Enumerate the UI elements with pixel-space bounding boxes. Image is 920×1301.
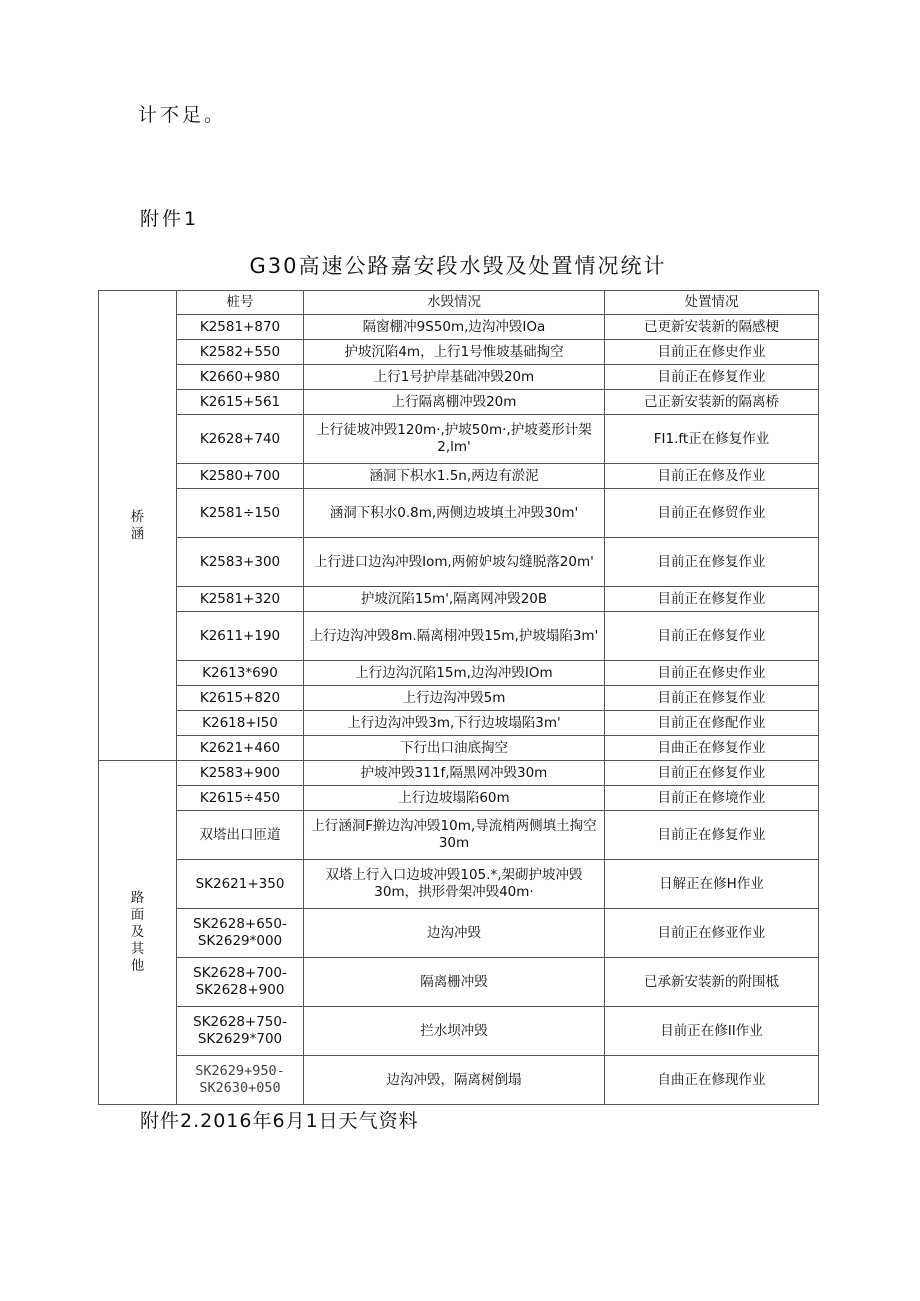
cell-handling: 己正新安装新的隔离桥 bbox=[605, 390, 819, 415]
cell-damage: 涵洞下枳水1.5n,两边有淤泥 bbox=[304, 464, 605, 489]
cell-damage: 护坡沉陷15m',隔离网冲毁20B bbox=[304, 587, 605, 612]
table-row bbox=[99, 736, 819, 761]
cell-handling: 目前正在修复作业 bbox=[605, 587, 819, 612]
cell-stake: K2581÷150 bbox=[177, 489, 304, 538]
cell-damage: 隔窗棚冲9S50m,边沟冲毁IOa bbox=[304, 315, 605, 340]
table-row bbox=[99, 365, 819, 390]
cell-damage: 边沟冲毁，隔离树倒塌 bbox=[304, 1056, 605, 1105]
cell-damage: 上行进口边沟冲毁Iom,两俯妒坡勾缝脱落20m' bbox=[304, 538, 605, 587]
table-row bbox=[99, 538, 819, 587]
cell-stake: 双塔出口匝道 bbox=[177, 811, 304, 860]
table-row bbox=[99, 415, 819, 464]
annex1-label: 附件1 bbox=[140, 208, 200, 230]
flood-damage-table bbox=[98, 290, 819, 1105]
table-row bbox=[99, 1056, 819, 1105]
cell-handling: 目前正在修复作业 bbox=[605, 761, 819, 786]
cell-handling: 已更新安装新的隔感梗 bbox=[605, 315, 819, 340]
header-damage: 水毁情况 bbox=[304, 291, 605, 315]
cell-damage: 隔离栅冲毁 bbox=[304, 958, 605, 1007]
cell-damage: 上行隔离棚冲毁20m bbox=[304, 390, 605, 415]
cell-stake: K2615+561 bbox=[177, 390, 304, 415]
cell-stake: SK2629+950- SK2630+050 bbox=[177, 1056, 304, 1105]
cell-stake: K2621+460 bbox=[177, 736, 304, 761]
table-row bbox=[99, 958, 819, 1007]
cell-handling: 目前正在修史作业 bbox=[605, 340, 819, 365]
cell-stake: SK2628+650- SK2629*000 bbox=[177, 909, 304, 958]
cell-stake: SK2628+700- SK2628+900 bbox=[177, 958, 304, 1007]
cell-stake: K2583+300 bbox=[177, 538, 304, 587]
table-row bbox=[99, 390, 819, 415]
table-row bbox=[99, 340, 819, 365]
cell-stake: K2582+550 bbox=[177, 340, 304, 365]
cell-damage: 拦水坝冲毁 bbox=[304, 1007, 605, 1056]
header-stake: 桩号 bbox=[177, 291, 304, 315]
table-row bbox=[99, 464, 819, 489]
table-row bbox=[99, 1007, 819, 1056]
cell-stake: SK2628+750- SK2629*700 bbox=[177, 1007, 304, 1056]
cell-damage: 上行边沟冲毁3m,下行边坡塌陷3m' bbox=[304, 711, 605, 736]
cell-stake: K2615÷450 bbox=[177, 786, 304, 811]
table-row bbox=[99, 686, 819, 711]
table-title: G30高速公路嘉安段水毁及处置情况统计 bbox=[249, 254, 667, 278]
table-row bbox=[99, 860, 819, 909]
cell-stake: K2581+320 bbox=[177, 587, 304, 612]
table-row bbox=[99, 761, 819, 786]
cell-damage: 涵洞下积水0.8m,两侧边坡填土冲毁30m' bbox=[304, 489, 605, 538]
table-row bbox=[99, 909, 819, 958]
cell-stake: K2615+820 bbox=[177, 686, 304, 711]
table-row bbox=[99, 587, 819, 612]
cell-handling: 目前正在修复作业 bbox=[605, 612, 819, 661]
cell-stake: K2618+I50 bbox=[177, 711, 304, 736]
category-bridge-culvert: 桥 涵 bbox=[99, 291, 177, 761]
cell-handling: 目前正在修贸作业 bbox=[605, 489, 819, 538]
table-row bbox=[99, 786, 819, 811]
cell-stake: K2628+740 bbox=[177, 415, 304, 464]
cell-damage: 上行徒坡冲毁120m·,护坡50m·,护坡菱形计架2,lm' bbox=[304, 415, 605, 464]
table-row bbox=[99, 612, 819, 661]
cell-damage: 上行边沟冲毁8m.隔离栩冲毁15m,护坡塌陷3m' bbox=[304, 612, 605, 661]
category-road-other: 路 面 及 其 他 bbox=[99, 761, 177, 1105]
cell-damage: 下行出口油底掏空 bbox=[304, 736, 605, 761]
cell-damage: 护坡冲毁311f,隔黑网冲毁30m bbox=[304, 761, 605, 786]
cell-stake: K2581+870 bbox=[177, 315, 304, 340]
cell-damage: 上行涵洞F擀边沟冲毁10m,导流梢两侧填土掏空30m bbox=[304, 811, 605, 860]
table-row bbox=[99, 489, 819, 538]
table-row bbox=[99, 315, 819, 340]
cell-handling: 目前正在修复作业 bbox=[605, 365, 819, 390]
cell-handling: 自曲正在修现作业 bbox=[605, 1056, 819, 1105]
cell-damage: 上行1号护岸基础冲毁20m bbox=[304, 365, 605, 390]
cell-damage: 上行边坡塌陷60m bbox=[304, 786, 605, 811]
annex2-label: 附件2.2016年6月1日天气资料 bbox=[140, 1110, 419, 1132]
cell-stake: K2583+900 bbox=[177, 761, 304, 786]
table-row bbox=[99, 711, 819, 736]
cell-damage: 上行边沟沉陷15m,边沟冲毁IOm bbox=[304, 661, 605, 686]
cell-handling: 目前正在修复作业 bbox=[605, 686, 819, 711]
cell-handling: 目前正在修配作业 bbox=[605, 711, 819, 736]
table-row bbox=[99, 661, 819, 686]
cell-stake: K2660+980 bbox=[177, 365, 304, 390]
cell-stake: K2611+190 bbox=[177, 612, 304, 661]
cell-handling: 目前正在修II作业 bbox=[605, 1007, 819, 1056]
cell-handling: 目前正在修复作业 bbox=[605, 538, 819, 587]
cell-handling: 目前正在修亚作业 bbox=[605, 909, 819, 958]
cell-handling: 目前正在修史作业 bbox=[605, 661, 819, 686]
cell-handling: 目曲正在修复作业 bbox=[605, 736, 819, 761]
cell-handling: 日解正在修H作业 bbox=[605, 860, 819, 909]
cell-damage: 双塔上行入口边坡冲毁105.*,架砌护坡冲毁30m，拱形骨架冲毁40m· bbox=[304, 860, 605, 909]
table-row bbox=[99, 811, 819, 860]
intro-text: 计不足。 bbox=[138, 104, 227, 126]
cell-handling: FI1.ft正在修复作业 bbox=[605, 415, 819, 464]
cell-damage: 上行边沟冲毁5m bbox=[304, 686, 605, 711]
cell-handling: 已承新安装新的附围柢 bbox=[605, 958, 819, 1007]
cell-stake: K2613*690 bbox=[177, 661, 304, 686]
header-handling: 处置情况 bbox=[605, 291, 819, 315]
cell-damage: 边沟冲毁 bbox=[304, 909, 605, 958]
cell-handling: 目前正在修境作业 bbox=[605, 786, 819, 811]
cell-damage: 护坡沉陷4m，上行1号惟坡基础掏空 bbox=[304, 340, 605, 365]
cell-handling: 目前正在修及作业 bbox=[605, 464, 819, 489]
cell-stake: K2580+700 bbox=[177, 464, 304, 489]
table-header-row bbox=[99, 291, 819, 315]
cell-handling: 目前正在修复作业 bbox=[605, 811, 819, 860]
cell-stake: SK2621+350 bbox=[177, 860, 304, 909]
